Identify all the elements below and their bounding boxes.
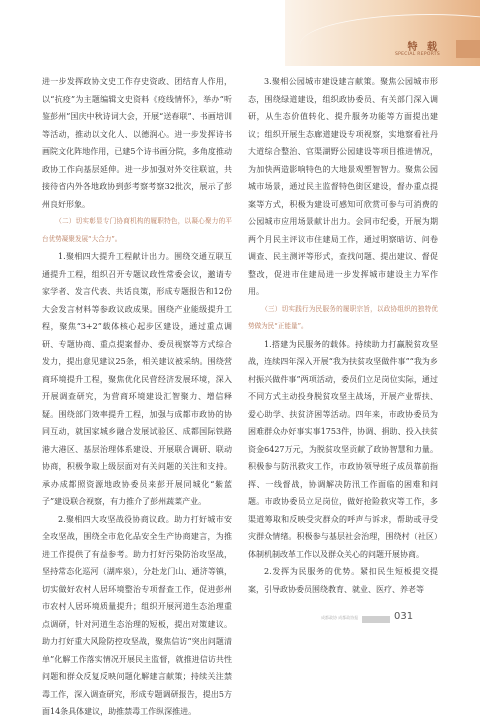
subheading: （三）切实践行为民服务的履职宗旨，以政协组织的独特优势做为民“正能量”。 <box>248 304 438 330</box>
footer-bar <box>362 616 390 623</box>
left-column <box>42 73 232 721</box>
paragraph: 2.发挥为民服务的优势。紧扣民生短板提交提案，引导政协委员围绕教育、就业、医疗、养老等 <box>248 567 438 594</box>
paragraph: 2.聚相四大攻坚战役协商议政。助力打好城市安全攻坚战，围绕全市危化品安全生产协商建言，为推进工作提供了有益参考。助力打好污染防治攻坚战，坚持常态化巡河（湖库泉），分赴龙门山、通济等镇，切实做好农村人居环境整治专项督查工作，促进彭州市农村人居环境质量提升；组织开展河道生态治理重点调研，针对河道生态治理的短板，提出对策建议。助力打好重大风险防控攻坚战，聚焦信访“突出问题清单”化解工作落实情况开展民主监督，就推进信访共性问题和群众反复反映问题化解建言献策；持续关注禁毒工作，深入调查研究，形成专题调研报告，提出5方面14条具体建议，助推禁毒工作纵深推进。 <box>42 514 232 716</box>
page-number: 031 <box>394 611 414 622</box>
section-subtitle: SPECIAL REPORTS <box>394 52 440 57</box>
subheading: （二）切实彰显专门协商机构的履职特色，以凝心聚力的平台优势凝聚发展“大合力”。 <box>42 217 232 243</box>
paragraph: 3.聚相公园城市建设建言献策。聚焦公园城市形态，围绕绿道建设，组织政协委员、有关部门深入调研，从生态价值转化、提升服务功能等方面提出建议；组织开展生态廊道建设专项视察，实地察看社丹大道综合整治、官渠湖野公园建设等项目推进情况，为加快两造影响特色的大地景观塑智智力。聚焦公园城市场景，通过民主监督特色街区建设，督办重点提案等方式，积极为建设可感知可欣赏可参与可消费的公园城市应用场景献计出力。会同市纪委，开展为期两个月民主评议市住建局工作，通过明察暗访、问卷调查、民主测评等形式，查找问题、提出建议、督促整改，促进市住建局进一步发挥城市建设主力军作用。 <box>248 77 438 296</box>
paragraph: 1.聚相四大提升工程献计出力。围绕交通互联互通提升工程，组织召开专题议政性常委会议，邀请专家学者、发言代表、共话良策，形成专题报告和12份大会发言材料等参政议政成果。围绕产业能级提升工程，聚焦“3+2”载体核心起步区建设，通过重点调研、专题协商、重点提案督办、委员视察等方式综合发力，提出意见建议25条，相关建议被采纳。围绕营商环境提升工程，聚焦优化民营经济发展环境，深入开展调查研究，为营商环境建设汇智聚力、增信释疑。围绕部门效率提升工程，加强与成都市政协的协同互动，就国家城乡融合发展试验区、成都国际铁路港大港区、基层治理体系建设、开展联合调研、联动协商，积极争取上级层面对有关问题的关注和支持。承办成都照资源地政协委员来彭开展同城化“紫蓝子”建设联合视察，有力推介了彭州蔬菜产业。 <box>42 252 232 506</box>
paragraph: 1.搭建为民服务的载体。持续助力打赢脱贫攻坚战，连续四年深入开展“我为扶贫攻坚做件事”“我为乡村振兴做件事”两项活动，委员们立足岗位实际，通过不同方式主动投身脱贫攻坚主战场，开展产业帮扶、爱心助学、扶贫济困等活动。四年来，市政协委员为困难群众办好事实事1753件，协调、捐助、投入扶贫资金6427万元，为脱贫攻坚贡献了政协智慧和力量。积极参与防汛救灾工作，市政协领导班子成员靠前指挥、一线督战，协调解决防汛工作面临的困难和问题。市政协委员立足岗位，做好抢险救灾等工作，多渠道筹取和反映受灾群众的呼声与诉求，帮助或寻受灾群众情绪。积极参与基层社会治理，围绕村（社区）体制机制改革工作以及群众关心的问题开展协商。 <box>248 339 438 559</box>
header-color-block <box>456 40 480 58</box>
right-column <box>248 73 438 598</box>
footer-logo-text: 成都政协 成都政协报 <box>321 615 359 620</box>
section-title: 特 载 <box>407 42 440 53</box>
paragraph: 进一步发挥政协文史工作存史资政、团结育人作用，以“抗疫”为主题编辑文史资料《疫线情怀》，举办“听鉴彭州”国庆中秋诗词大会，开展“送春联”、书画培训等活动，推动以文化人、以德润心。进一步发挥诗书画院文化阵地作用，已建5个诗书画分院，多角度推动政协工作向基层延伸。进一步加强对外交往联谊，共接待省内外各地政协到彭考察考察32批次，展示了彭州良好形象。 <box>42 77 232 209</box>
